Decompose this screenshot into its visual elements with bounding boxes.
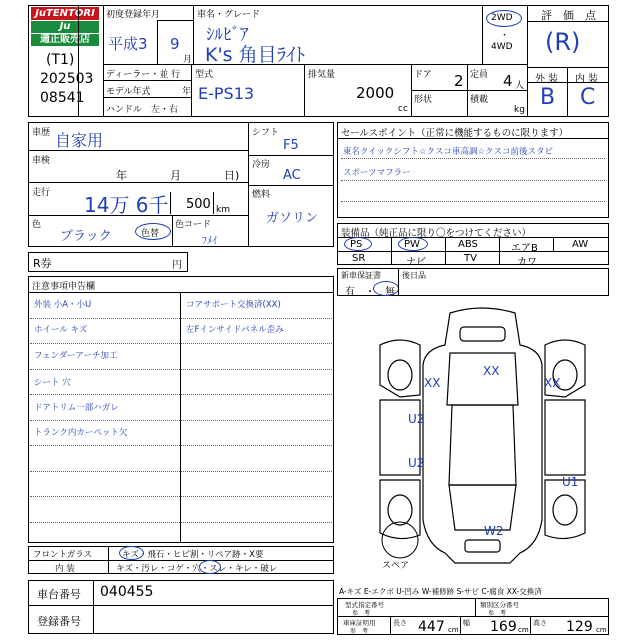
note-left-2: フェンダーアーチ加工	[34, 351, 118, 361]
shape-label: 形状	[414, 95, 433, 105]
note-left-0: 外装 小A・小U	[34, 300, 92, 310]
car-grade: K's 角目ﾗｲﾄ	[205, 44, 306, 66]
inspect-month: 月	[170, 169, 181, 182]
equip-ps: PS	[350, 239, 363, 250]
glass-value: キズ・飛石・ヒビ割・リペア跡・X要	[122, 550, 264, 560]
cap-label: 定員	[470, 70, 489, 80]
warranty-circle	[373, 281, 399, 296]
door-value: 2	[454, 72, 464, 90]
mileage-extra: 500	[186, 197, 211, 212]
model-year-label: モデル年式	[106, 87, 151, 97]
car-damage-diagram	[370, 305, 595, 575]
dims-len-label: 長さ	[393, 619, 407, 627]
mark-xx-left: XX	[424, 376, 441, 390]
notes-row-line	[30, 522, 332, 523]
dims-wid: 169	[490, 619, 517, 635]
load-label: 積載	[470, 95, 489, 105]
chassis-value: 040455	[100, 584, 154, 600]
dims-ref1: 型式指定番号	[345, 601, 384, 609]
recycle-unit: 円	[172, 260, 182, 271]
note-right-1: 左Fインサイドパネル歪み	[186, 325, 284, 335]
sales-line-1: スポーツマフラー	[343, 168, 411, 178]
equip-header: 装備品（純正品に限り〇をつけてください）	[341, 228, 532, 239]
dims-sub2: 参 考	[488, 610, 507, 617]
type-label: 型式	[195, 70, 214, 80]
note-right-0: コアサポート交換済(XX)	[186, 300, 281, 310]
mark-xx-hood: XX	[483, 364, 500, 378]
regno-label: 登録番号	[37, 615, 81, 628]
color-label: 色	[32, 220, 42, 230]
mark-u2-door-b: U2	[408, 456, 425, 470]
aircon-value: AC	[283, 168, 301, 183]
cap-unit: 人	[515, 81, 525, 91]
inspect-day: 日)	[224, 169, 240, 182]
int-label: 内 装	[575, 74, 599, 85]
inspect-year: 年	[116, 169, 127, 182]
load-unit: kg	[514, 105, 525, 115]
ext-label: 外 装	[535, 74, 559, 85]
glass-circle	[119, 546, 144, 560]
drive-2wd: 2WD	[491, 13, 513, 23]
dims-sub1: 参 考	[352, 610, 371, 617]
equip-sr: SR	[352, 253, 366, 264]
dims-len-unit: cm	[448, 626, 459, 634]
reg-month: 9	[170, 35, 180, 53]
spare-label: スペア	[382, 561, 410, 571]
notes-row-line	[30, 369, 332, 370]
mileage-value: 14万 6千	[84, 193, 169, 217]
dims-hei: 129	[566, 619, 593, 635]
notes-row-line	[30, 471, 332, 472]
brand-logo-text: JuTENTORI	[31, 7, 99, 20]
sales-header: セールスポイント（正常に機能するものに限ります）	[341, 128, 569, 139]
handle-label: ハンドル 左・右	[106, 105, 179, 115]
warranty-value: 有 ・ 無	[345, 287, 395, 298]
notes-row-line	[30, 394, 332, 395]
fuel-value: ガソリン	[266, 211, 319, 226]
disp-value: 2000	[356, 84, 395, 102]
equip-tv: TV	[464, 253, 477, 264]
glass-label: フロントガラス	[33, 550, 92, 560]
note-left-4: ドアトリム一部ハガレ	[34, 403, 119, 413]
note-left-3: シート 穴	[34, 378, 71, 388]
sales-line-0: 東名クイックシフト☆クスコ車高調☆クスコ前後スタビ	[343, 147, 553, 157]
equip-airbag: エアB	[511, 243, 538, 254]
notes-row-line	[30, 420, 332, 421]
color-value: ブラック	[60, 229, 112, 244]
dims-ref2: 類別区分番号	[480, 601, 519, 609]
drive-sep: ・	[500, 31, 510, 41]
fuel-label: 燃料	[252, 190, 271, 200]
mark-u1-rear: U1	[562, 475, 579, 489]
reg-era: 平成3	[108, 35, 148, 53]
ext-grade: B	[540, 85, 556, 110]
inspect-label: 車検	[32, 156, 51, 166]
usage-label: 車歴	[32, 128, 51, 138]
interior-value: キズ・汚レ・コゲ・穴・スレ・キレ・破レ	[116, 564, 278, 574]
grade-label: 評 価 点	[541, 9, 596, 22]
dims-hei-unit: cm	[596, 626, 607, 634]
note-left-5: トランク内カーペット欠	[34, 428, 128, 438]
sheet-date: 202503	[40, 71, 94, 87]
drive-4wd: 4WD	[491, 42, 513, 52]
mark-xx-right: XX	[544, 376, 561, 390]
name-label: 車名・グレード	[197, 10, 261, 20]
ju-logo-text: Ju	[31, 21, 99, 33]
reg-month-unit: 月	[183, 55, 193, 65]
mileage-label: 走行	[32, 188, 51, 198]
car-name: ｼﾙﾋﾞｱ	[206, 25, 249, 45]
history-label: 後日品	[402, 271, 426, 280]
type-value: E-PS13	[198, 84, 255, 103]
recycle-label: R券	[33, 257, 52, 270]
mark-u2-door-a: U2	[408, 412, 425, 426]
equip-abs: ABS	[458, 239, 478, 250]
grade-value: (R)	[545, 28, 581, 56]
mark-w2-trunk: W2	[484, 524, 504, 538]
damage-legend: A-キズ E-エクボ U-凹み W-補修跡 S-サビ C-腐食 XX-交換済	[339, 587, 542, 596]
dealer-label: ディーラー・並 行	[106, 70, 181, 80]
door-label: ドア	[414, 70, 432, 80]
color-code: ﾌﾒｲ	[202, 236, 217, 247]
dims-sub3: 参 考	[350, 628, 369, 635]
notes-row-line	[30, 318, 332, 319]
reg-label: 初度登録年月	[106, 10, 161, 20]
note-left-1: ホイール キズ	[34, 325, 88, 335]
disp-label: 排気量	[308, 70, 336, 80]
notes-header: 注意事項申告欄	[32, 282, 96, 292]
disp-unit: cc	[398, 104, 408, 114]
warranty-label: 新車保証書	[341, 271, 381, 280]
int-grade: C	[580, 85, 596, 110]
brand-logo	[31, 7, 99, 47]
aircon-label: 冷房	[252, 160, 271, 170]
shift-value: F5	[283, 138, 299, 153]
notes-row-line	[30, 343, 332, 344]
notes-row-line	[30, 496, 332, 497]
dims-wid-unit: cm	[518, 626, 529, 634]
chassis-label: 車台番号	[37, 588, 81, 601]
mileage-unit: km	[216, 205, 230, 215]
model-year-unit: 年	[182, 87, 192, 97]
dims-ref3: 車庫証明用	[343, 619, 376, 627]
sheet-number: 08541	[40, 90, 85, 106]
interior-label: 内 装	[55, 564, 75, 574]
sheet-code: (T1)	[46, 52, 75, 68]
dims-hei-label: 高さ	[533, 619, 547, 627]
cap-value: 4	[503, 72, 513, 90]
store-logo-text: 適正販売店	[31, 34, 99, 46]
equip-pw: PW	[404, 239, 420, 250]
notes-row-line	[30, 445, 332, 446]
header-block	[28, 5, 609, 117]
equip-leather: カワ	[517, 257, 537, 268]
shift-label: シフト	[252, 128, 280, 138]
dims-wid-label: 幅	[463, 619, 470, 627]
color-code-label: 色コード	[175, 220, 212, 230]
recycle-block	[28, 252, 188, 272]
color-tag: 色替	[141, 229, 160, 239]
interior-circle	[199, 560, 221, 574]
equip-navi: ナビ	[406, 257, 426, 268]
equip-aw: AW	[572, 239, 589, 250]
dims-len: 447	[418, 619, 445, 635]
usage-value: 自家用	[55, 131, 104, 150]
